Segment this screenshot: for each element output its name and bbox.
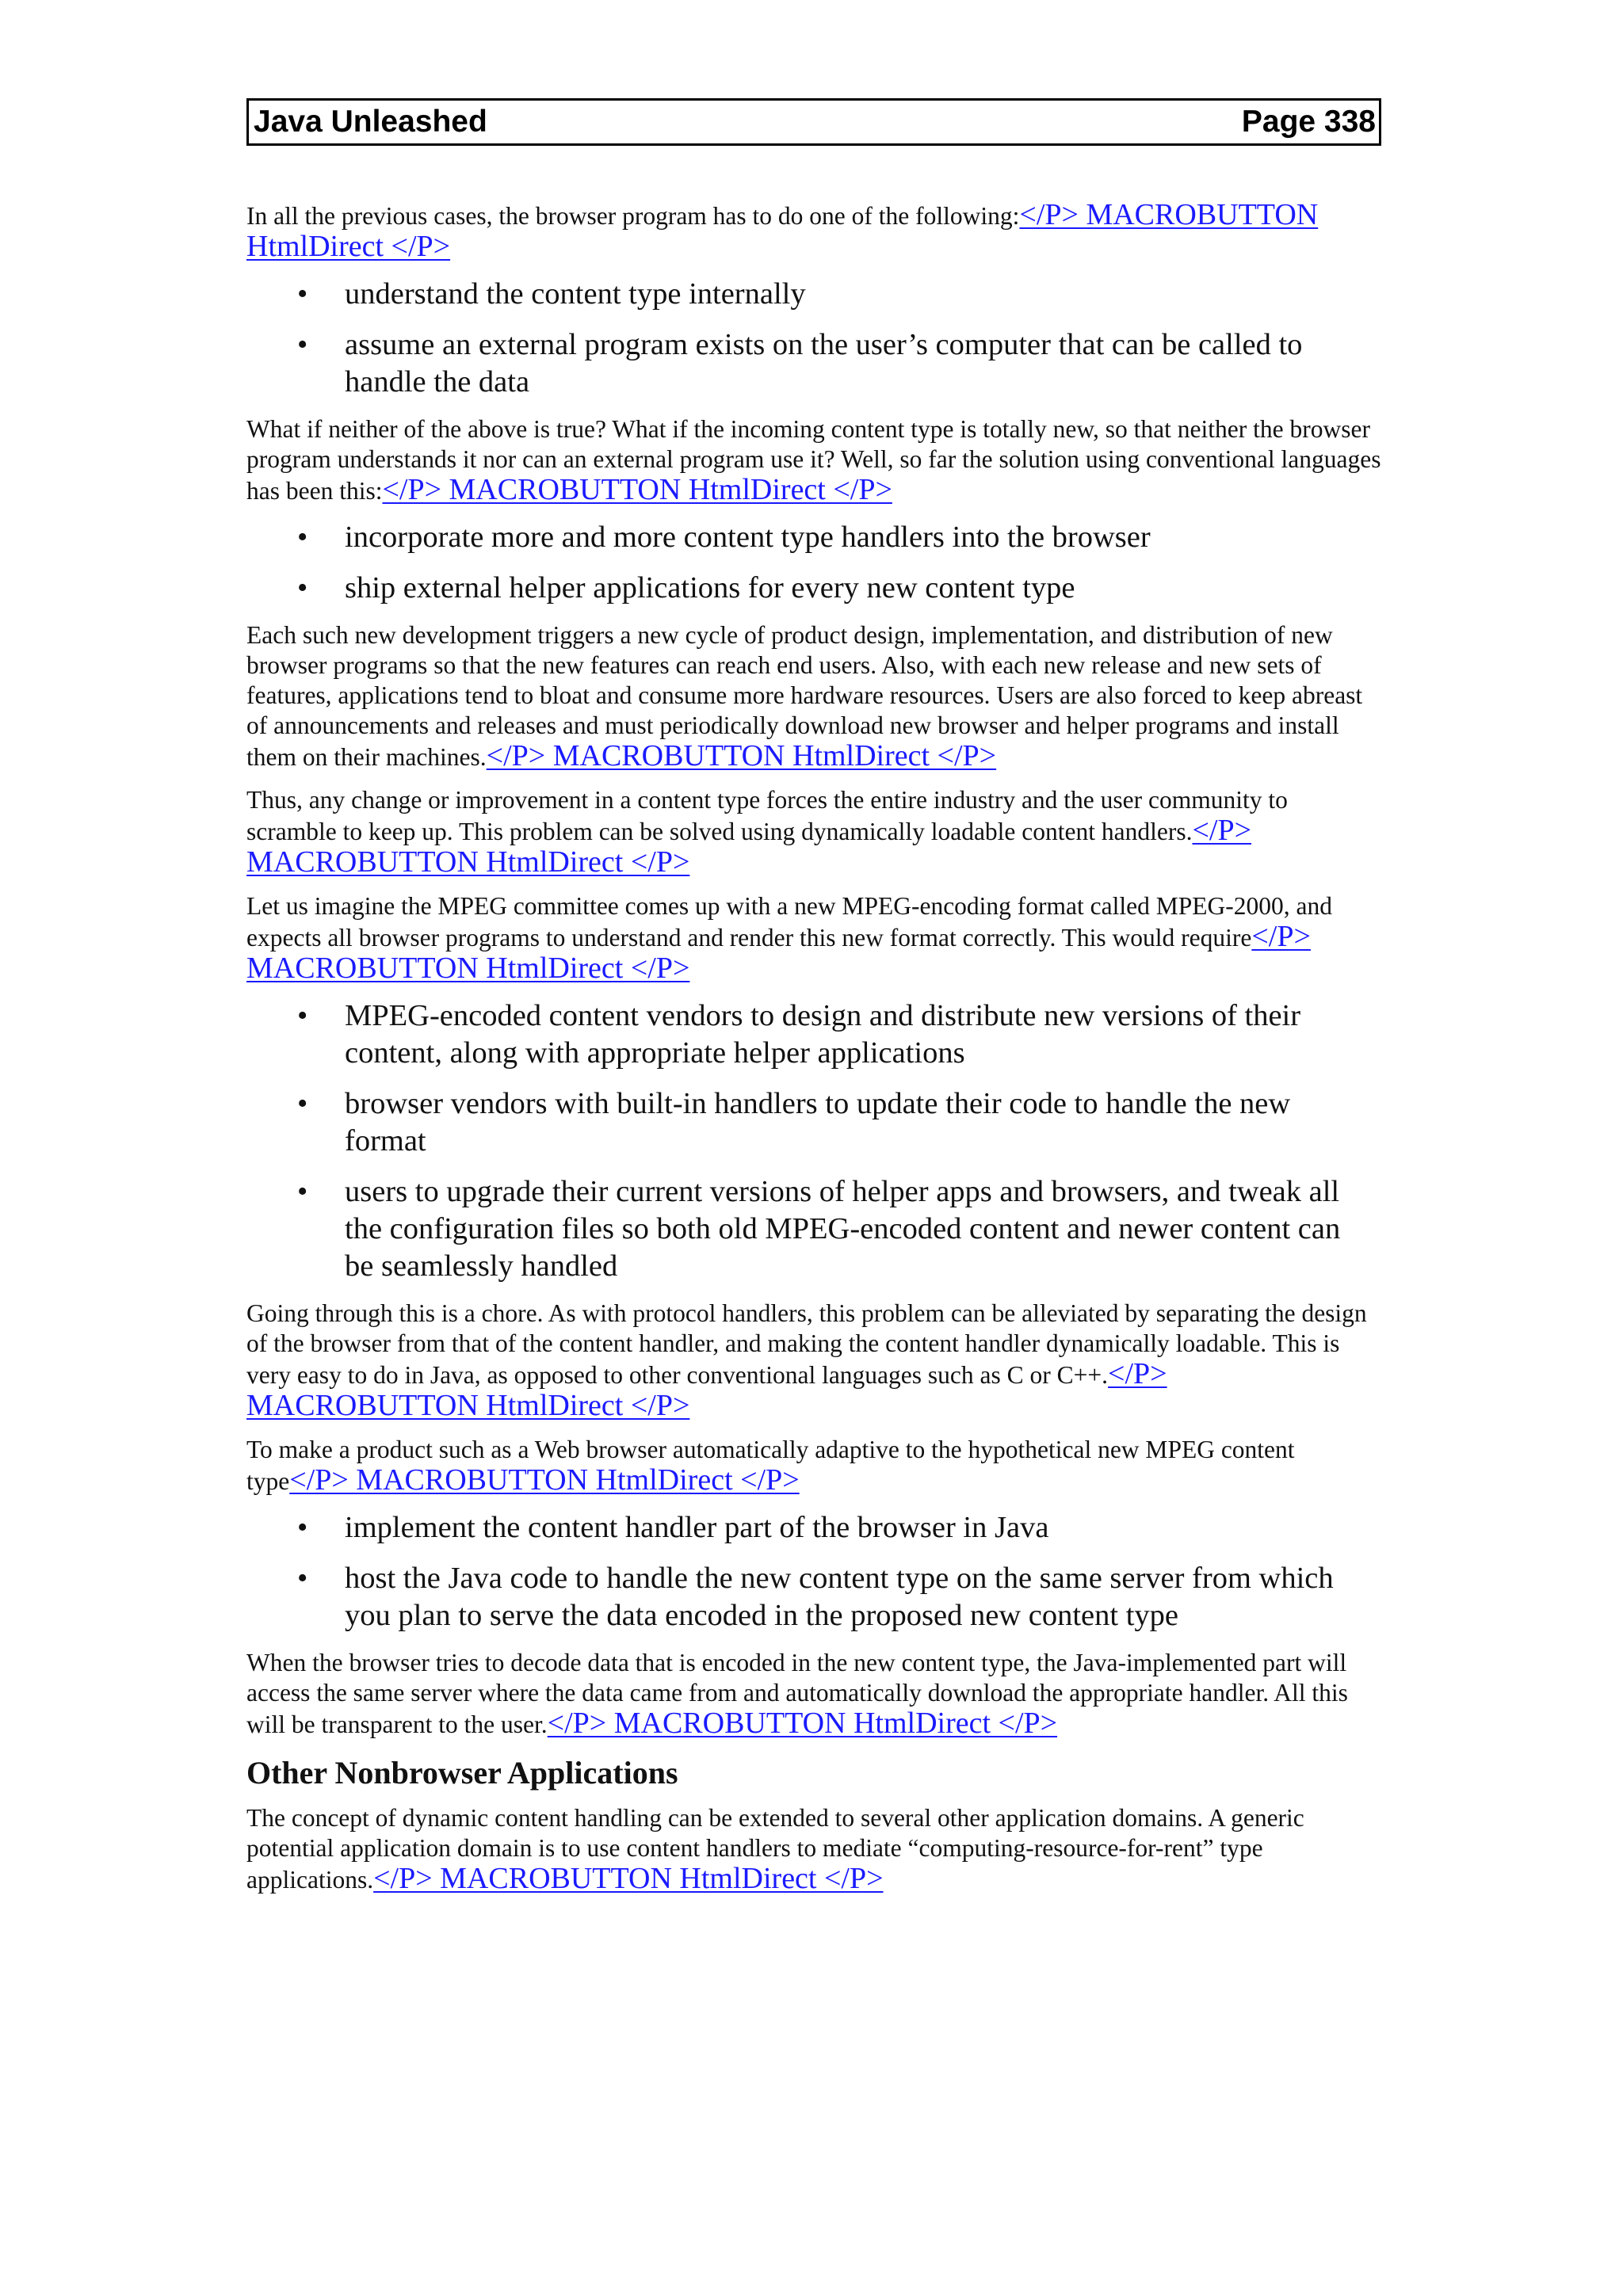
bullet-icon: • — [297, 1175, 308, 1208]
bullet-icon: • — [297, 1511, 308, 1544]
macrobutton-link[interactable]: </P> MACROBUTTON HtmlDirect </P> — [246, 198, 1319, 263]
macrobutton-link[interactable]: </P> MACROBUTTON HtmlDirect </P> — [246, 1357, 1167, 1422]
bullet-text: assume an external program exists on the user’s computer that can be called to handle the data — [345, 328, 1303, 399]
paragraph-text: Going through this is a chore. As with protocol handlers, this problem can be alleviated by separating the design of the browser from that of the content handler, and making the content handler dynamically loadable. This is very easy to do in Java, as opposed to other conventional languages such as C or C++. — [246, 1299, 1367, 1389]
page-header — [246, 98, 1381, 146]
bullet-list — [246, 1509, 1381, 1634]
bullet-text: MPEG-encoded content vendors to design and distribute new versions of their content, along with appropriate helper applications — [345, 999, 1301, 1070]
macrobutton-link[interactable]: </P> MACROBUTTON HtmlDirect </P> — [373, 1862, 884, 1895]
paragraph-text: Thus, any change or improvement in a content type forces the entire industry and the user community to scramble to keep up. This problem can be solved using dynamically loadable content handlers. — [246, 786, 1288, 845]
bullet-text: users to upgrade their current versions of helper apps and browsers, and tweak all the configuration files so both old MPEG-encoded content and newer content can be seamlessly handled — [345, 1175, 1341, 1283]
bullet-item — [246, 1085, 1381, 1160]
macrobutton-link[interactable]: </P> MACROBUTTON HtmlDirect </P> — [382, 473, 892, 506]
bullet-text: browser vendors with built-in handlers to update their code to handle the new format — [345, 1087, 1291, 1158]
bullet-list — [246, 276, 1381, 401]
paragraph-text: The concept of dynamic content handling can be extended to several other application domains. A generic potential application domain is to use content handlers to mediate “computing-resource-for-rent” type applications. — [246, 1804, 1304, 1894]
paragraph — [246, 414, 1381, 506]
page-number: Page 338 — [1241, 105, 1376, 139]
paragraph-text: Each such new development triggers a new cycle of product design, implementation, and distribution of new browser programs so that the new features can reach end users. Also, with each new release and new sets of features, applications tend to bloat and consume more hardware resources. Users are also forced to keep abreast of announcements and releases and must periodically download new browser and helper programs and install them on their machines. — [246, 621, 1363, 771]
bullet-list — [246, 519, 1381, 607]
bullet-text: host the Java code to handle the new content type on the same server from which you plan to serve the data encoded in the proposed new content type — [345, 1562, 1334, 1632]
bullet-icon: • — [297, 1087, 308, 1120]
bullet-text: incorporate more and more content type handlers into the browser — [345, 521, 1151, 554]
bullet-text: understand the content type internally — [345, 277, 806, 311]
paragraph-text: Let us imagine the MPEG committee comes up with a new MPEG-encoding format called MPEG-2000, and expects all browser programs to understand and render this new format correctly. This would require — [246, 892, 1332, 952]
bullet-icon: • — [297, 521, 308, 554]
bullet-item — [246, 997, 1381, 1072]
paragraph — [246, 891, 1381, 985]
book-title: Java Unleashed — [254, 105, 487, 139]
bullet-icon: • — [297, 328, 308, 361]
macrobutton-link[interactable]: </P> MACROBUTTON HtmlDirect </P> — [246, 814, 1252, 879]
paragraph — [246, 1648, 1381, 1740]
bullet-text: implement the content handler part of the browser in Java — [345, 1511, 1049, 1544]
bullet-item — [246, 1509, 1381, 1547]
paragraph-text: What if neither of the above is true? What if the incoming content type is totally new, so that neither the browser program understands it nor can an external program use it? Well, so far the solution using conventional languages has been this: — [246, 415, 1381, 505]
paragraph — [246, 620, 1381, 772]
bullet-list — [246, 997, 1381, 1285]
paragraph — [246, 1435, 1381, 1497]
macrobutton-link[interactable]: </P> MACROBUTTON HtmlDirect </P> — [289, 1463, 800, 1497]
bullet-icon: • — [297, 571, 308, 605]
macrobutton-link[interactable]: </P> MACROBUTTON HtmlDirect </P> — [246, 920, 1311, 985]
bullet-icon: • — [297, 277, 308, 311]
paragraph-text: When the browser tries to decode data that is encoded in the new content type, the Java-implemented part will access the same server where the data came from and automatically download the appropriate handler. All this will be transparent to the user. — [246, 1649, 1348, 1738]
bullet-icon: • — [297, 1562, 308, 1595]
bullet-icon: • — [297, 999, 308, 1032]
macrobutton-link[interactable]: </P> MACROBUTTON HtmlDirect </P> — [486, 739, 997, 772]
macrobutton-link[interactable]: </P> MACROBUTTON HtmlDirect </P> — [547, 1707, 1058, 1740]
paragraph — [246, 1299, 1381, 1422]
bullet-item — [246, 519, 1381, 556]
bullet-item — [246, 1560, 1381, 1634]
bullet-text: ship external helper applications for every new content type — [345, 571, 1075, 605]
bullet-item — [246, 1173, 1381, 1285]
paragraph — [246, 1803, 1381, 1895]
paragraph — [246, 200, 1381, 263]
section-heading: Other Nonbrowser Applications — [246, 1755, 678, 1791]
paragraph-text: To make a product such as a Web browser automatically adaptive to the hypothetical new MPEG content type — [246, 1436, 1295, 1495]
document-body — [246, 200, 1381, 1895]
bullet-item — [246, 276, 1381, 313]
paragraph-text: In all the previous cases, the browser program has to do one of the following: — [246, 202, 1020, 230]
bullet-item — [246, 326, 1381, 401]
paragraph — [246, 785, 1381, 879]
bullet-item — [246, 570, 1381, 607]
document-page — [246, 98, 1381, 1908]
